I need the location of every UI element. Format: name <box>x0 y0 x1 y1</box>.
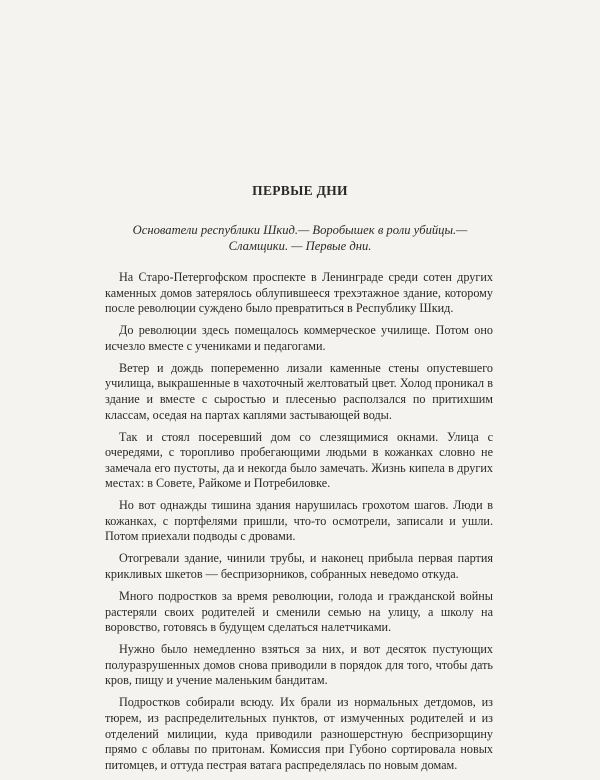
paragraph-3: Ветер и дождь попеременно лизали каменные стены опустевшего училища, выкрашенные в чахоточный желтоватый цвет. Холод проникал в здание и вместе с сыростью и плесенью расползался по притихшим классам, оседая на партах каплями застывающей воды. <box>105 360 493 422</box>
paragraph-5: Но вот однажды тишина здания нарушилась грохотом шагов. Люди в кожанках, с портфелями пришли, что-то осмотрели, записали и ушли. Потом приехали подводы с дровами. <box>105 498 493 544</box>
body-text <box>105 270 493 780</box>
paragraph-2: До революции здесь помещалось коммерческое училище. Потом оно исчезло вместе с учениками и педагогами. <box>105 323 493 353</box>
paragraph-7: Много подростков за время революции, голода и гражданской войны растеряли своих родителей и сменили семью на улицу, а школу на воровство, готовясь в будущем сделаться налетчиками. <box>105 589 493 635</box>
paragraph-1: На Старо-Петергофском проспекте в Ленинграде среди сотен других каменных домов затерялось облупившееся трехэтажное здание, которому после революции суждено было превратиться в Республику Шкид. <box>105 270 493 316</box>
chapter-title: ПЕРВЫЕ ДНИ <box>252 183 348 198</box>
paragraph-8: Нужно было немедленно взяться за них, и вот десяток пустующих полуразрушенных домов снова приводили в порядок для того, чтобы дать кров, пищу и учение маленьким бандитам. <box>105 642 493 688</box>
chapter-epigraph: Основатели республики Шкид.— Воробышек в роли убийцы.— Сламщики. — Первые дни. <box>132 223 468 253</box>
paragraph-6: Отогревали здание, чинили трубы, и наконец прибыла первая партия крикливых шкетов — беспризорников, собранных неведомо откуда. <box>105 551 493 582</box>
paragraph-9: Подростков собирали всюду. Их брали из нормальных детдомов, из тюрем, из распределительных пунктов, от измученных родителей и из отделений милиции, куда приводили разношерстную беспризорщину прямо с облавы по притонам. Комиссия при Губоно сортировала новых питомцев, и оттуда пестрая ватага распределялась по новым домам. <box>105 695 493 772</box>
paragraph-4: Так и стоял посеревший дом со слезящимися окнами. Улица с очередями, с торопливо пробегающими людьми в кожанках словно не замечала его пустоты, да и некогда было замечать. Жизнь кипела в других местах: в Совете, Райкоме и Потребиловке. <box>105 429 493 491</box>
